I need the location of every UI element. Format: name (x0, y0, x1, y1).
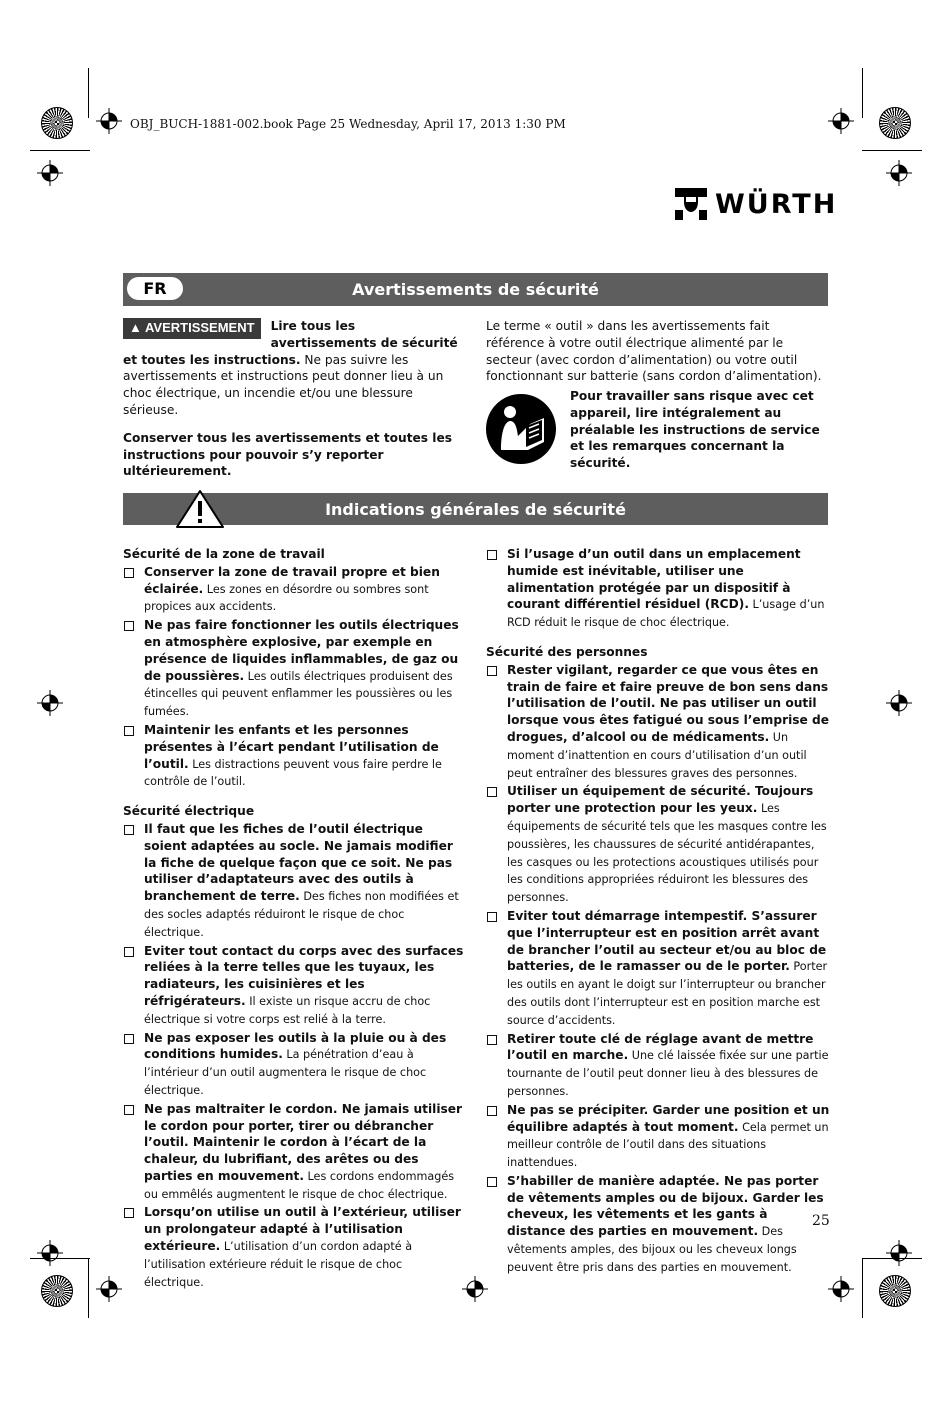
checkbox-bullet-icon (124, 1105, 134, 1115)
color-rosette-icon (41, 107, 73, 139)
section2-left-column (123, 537, 465, 1292)
list-item-text: L’usage d’un RCD réduit le risque de choc électrique. (507, 598, 825, 630)
checkbox-bullet-icon (487, 912, 497, 922)
warning-label-text: AVERTISSEMENT (145, 320, 255, 335)
read-manual-notice (570, 388, 830, 472)
registration-mark-icon (37, 690, 63, 716)
list-item-bold: Il faut que les fiches de l’outil électrique soient adaptées au socle. Ne jamais modifier la fiche de quelque façon que ce soit. Ne pas utiliser d’adaptateurs avec des outils à branchement de terre. (144, 821, 453, 904)
list-item (123, 1030, 465, 1100)
list-item (123, 722, 465, 791)
heading-personal-safety: Sécurité des personnes (486, 644, 648, 659)
list-item-bold: Utiliser un équipement de sécurité. Toujours porter une protection pour les yeux. (507, 784, 814, 816)
read-instructions-bold: Lire tous les avertissements de sécurité et toutes les instructions. (123, 319, 458, 367)
list-item-bold: Eviter tout démarrage intempestif. S’assurer que l’interrupteur est en position arrêt avant de brancher l’outil au secteur et/ou au bloc de batteries, de le ramasser ou de le porter. (507, 908, 827, 974)
warning-label: ▲ AVERTISSEMENT (123, 318, 261, 339)
checkbox-bullet-icon (124, 1034, 134, 1044)
checkbox-bullet-icon (124, 568, 134, 578)
list-item-bold: Ne pas faire fonctionner les outils électriques en atmosphère explosive, par exemple en présence de liquides inflammables, de gaz ou de poussières. (144, 618, 459, 683)
list-item-bold: Si l’usage d’un outil dans un emplacement humide est inévitable, utiliser une alimentation protégée par un dispositif à courant différentiel résiduel (RCD). (507, 547, 801, 612)
registration-mark-icon (462, 1276, 488, 1302)
section1-right-column (486, 318, 830, 385)
registration-mark-icon (828, 108, 854, 134)
keep-instructions-bold: Conserver tous les avertissements et toutes les instructions pour pouvoir s’y reporter ultérieurement. (123, 430, 452, 479)
list-item-text: Des fiches non modifiées et des socles adaptés réduiront le risque de choc électrique. (144, 890, 459, 939)
list-item-bold: Ne pas exposer les outils à la pluie ou à des conditions humides. (144, 1030, 447, 1062)
list-item (123, 821, 465, 942)
read-instructions-text: Ne pas suivre les avertissements et instructions peut donner lieu à un choc électrique, un incendie et/ou une blessure sérieuse. (123, 352, 444, 417)
checkbox-bullet-icon (487, 550, 497, 560)
color-rosette-icon (879, 1275, 911, 1307)
section-header-general-safety (123, 493, 828, 525)
print-info: OBJ_BUCH-1881-002.book Page 25 Wednesday, April 17, 2013 1:30 PM (130, 117, 566, 131)
list-item (123, 1101, 465, 1204)
rcd-list (486, 546, 830, 632)
list-item (486, 546, 830, 632)
warning-triangle-icon (175, 489, 225, 529)
section-header-safety-warnings (123, 273, 828, 306)
list-item (486, 1031, 830, 1101)
registration-mark-icon (828, 1276, 854, 1302)
list-item-text: Les outils électriques produisent des étincelles qui peuvent enflammer les poussières ou les fumées. (144, 669, 453, 719)
list-item-bold: S’habiller de manière adaptée. Ne pas porter de vêtements amples ou de bijoux. Garder les cheveux, les vêtements et les gants à distance des parties en mouvement. (507, 1173, 824, 1239)
list-item-text: Les distractions peuvent vous faire perdre le contrôle de l’outil. (144, 757, 442, 789)
list-item-text: Il existe un risque accru de choc électrique si votre corps est relié à la terre. (144, 994, 431, 1026)
list-item-text: Les équipements de sécurité tels que les masques contre les poussières, les chaussures de sécurité antidérapantes, les casques ou les protections acoustiques utilisés pour les conditions appropriées réduiront les blessures des personnes. (507, 802, 827, 905)
list-item-bold: Eviter tout contact du corps avec des surfaces reliées à la terre telles que les tuyaux, les radiateurs, les cuisinières et les réfrigérateurs. (144, 943, 464, 1008)
list-item (123, 564, 465, 616)
registration-mark-icon (886, 690, 912, 716)
wurth-logo-icon (675, 188, 707, 220)
list-item (123, 617, 465, 721)
heading-electrical-safety: Sécurité électrique (123, 804, 255, 819)
electrical-safety-list (123, 821, 465, 1292)
registration-mark-icon (96, 108, 122, 134)
registration-mark-icon (886, 1240, 912, 1266)
color-rosette-icon (41, 1275, 73, 1307)
list-item (486, 1102, 830, 1172)
wurth-logo (675, 188, 837, 220)
checkbox-bullet-icon (487, 666, 497, 676)
registration-mark-icon (37, 1240, 63, 1266)
checkbox-bullet-icon (124, 726, 134, 736)
checkbox-bullet-icon (124, 947, 134, 957)
list-item (486, 662, 830, 783)
registration-mark-icon (96, 1276, 122, 1302)
list-item-bold: Maintenir les enfants et les personnes présentes à l’écart pendant l’utilisation de l’outil. (144, 722, 439, 771)
checkbox-bullet-icon (487, 1035, 497, 1045)
list-item-text: Porter les outils en ayant le doigt sur l’interrupteur ou brancher des outils dont l’interrupteur est en position marche est source d’accidents. (507, 960, 828, 1027)
heading-work-area-safety: Sécurité de la zone de travail (123, 547, 325, 561)
list-item-text: Les zones en désordre ou sombres sont propices aux accidents. (144, 582, 429, 614)
checkbox-bullet-icon (124, 825, 134, 835)
section-title: Indications générales de sécurité (325, 499, 626, 519)
personal-safety-list (486, 662, 830, 1277)
tool-definition: Le terme « outil » dans les avertissements fait référence à votre outil électrique alimenté par le secteur (avec cordon d’alimentation) ou votre outil fonctionnant sur batterie (sans cordon d’alimentation). (486, 319, 822, 384)
warning-paragraph (123, 318, 465, 419)
language-badge: FR (125, 275, 185, 302)
work-area-list (123, 564, 465, 791)
list-item-text: La pénétration d’eau à l’intérieur d’un outil augmentera le risque de choc électrique. (144, 1048, 427, 1097)
list-item (486, 1173, 830, 1277)
list-item-bold: Rester vigilant, regarder ce que vous êtes en train de faire et faire preuve de bon sens dans l’utilisation de l’outil. Ne pas utiliser un outil lorsque vous êtes fatigué ou sous l’emprise de drogues, d’alcool ou de médicaments. (507, 662, 830, 744)
list-item (123, 943, 465, 1029)
read-manual-notice-bold: Pour travailler sans risque avec cet appareil, lire intégralement au préalable les instructions de service et les remarques concernant la sécurité. (570, 389, 820, 471)
list-item (123, 1204, 465, 1291)
keep-instructions (123, 430, 465, 480)
list-item-bold: Ne pas se précipiter. Garder une position et un équilibre adaptés à tout moment. (507, 1102, 830, 1134)
registration-mark-icon (886, 160, 912, 186)
list-item-text: Un moment d’inattention en cours d’utilisation d’un outil peut entraîner des blessures graves des personnes. (507, 730, 807, 780)
list-item-text: Des vêtements amples, des bijoux ou les cheveux longs peuvent être pris dans des parties en mouvement. (507, 1225, 797, 1274)
list-item-bold: Lorsqu’on utilise un outil à l’extérieur, utiliser un prolongateur adapté à l’utilisation extérieure. (144, 1205, 461, 1254)
section1-left-column (123, 318, 465, 480)
section2-right-column (486, 537, 830, 1278)
list-item-text: Cela permet un meilleur contrôle de l’outil dans des situations inattendues. (507, 1120, 829, 1170)
checkbox-bullet-icon (487, 1177, 497, 1187)
checkbox-bullet-icon (124, 1208, 134, 1218)
list-item-text: Une clé laissée fixée sur une partie tournante de l’outil peut donner lieu à des blessures de personnes. (507, 1049, 829, 1098)
checkbox-bullet-icon (124, 621, 134, 631)
list-item-bold: Retirer toute clé de réglage avant de mettre l’outil en marche. (507, 1031, 814, 1063)
list-item-text: Les cordons endommagés ou emmêlés augmentent le risque de choc électrique. (144, 1169, 455, 1201)
logo-text: WÜRTH (715, 188, 838, 220)
read-manual-icon (486, 394, 556, 464)
list-item (486, 783, 830, 907)
list-item-bold: Conserver la zone de travail propre et bien éclairée. (144, 564, 440, 596)
page-number: 25 (812, 1213, 830, 1229)
color-rosette-icon (879, 107, 911, 139)
registration-mark-icon (37, 160, 63, 186)
list-item (486, 908, 830, 1030)
list-item-bold: Ne pas maltraiter le cordon. Ne jamais utiliser le cordon pour porter, tirer ou débrancher l’outil. Maintenir le cordon à l’écart de la chaleur, du lubrifiant, des arêtes ou des parties en mouvement. (144, 1101, 463, 1183)
list-item-text: L’utilisation d’un cordon adapté à l’utilisation extérieure réduit le risque de choc électrique. (144, 1240, 413, 1289)
checkbox-bullet-icon (487, 1106, 497, 1116)
checkbox-bullet-icon (487, 787, 497, 797)
section-title: Avertissements de sécurité (352, 280, 599, 299)
